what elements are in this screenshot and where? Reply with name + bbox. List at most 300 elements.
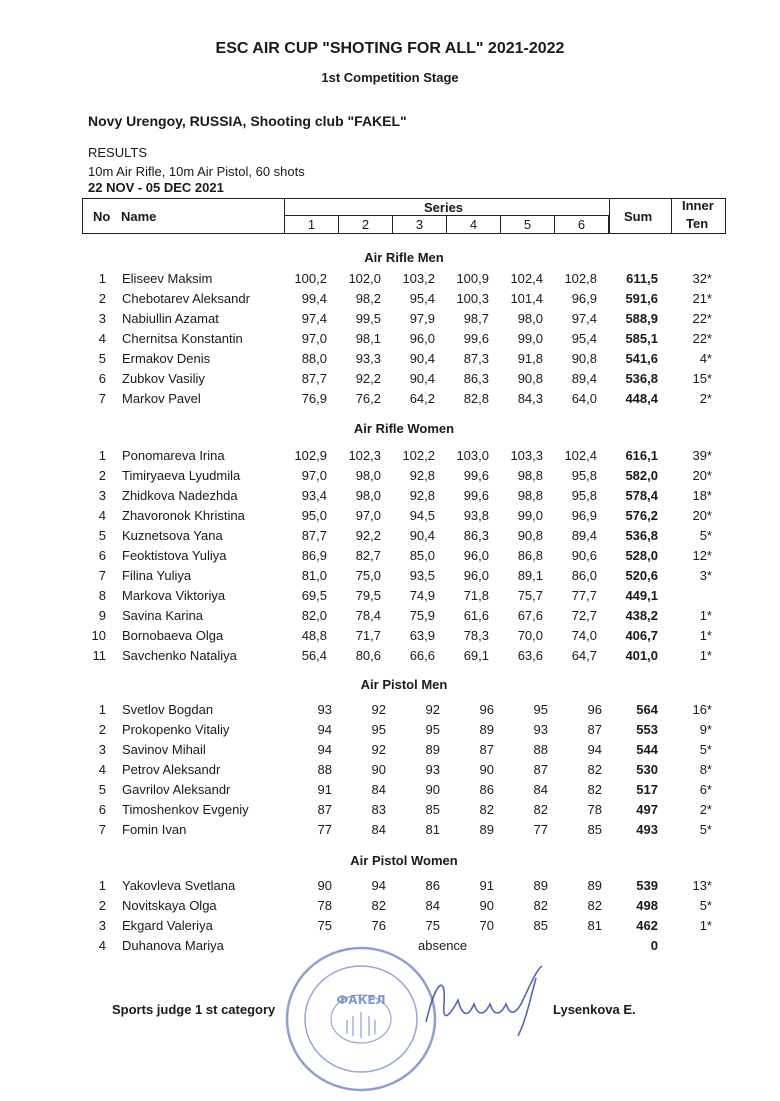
total-score: 438,2: [625, 608, 658, 623]
series-score: 91: [479, 878, 494, 893]
table-row: [82, 916, 726, 936]
series-score: 64,2: [409, 391, 435, 406]
series-score: 71,8: [463, 588, 489, 603]
series-score: 77,7: [571, 588, 597, 603]
total-score: 462: [636, 918, 658, 933]
series-score: 87: [317, 802, 332, 817]
athlete-name: Zubkov Vasiliy: [122, 371, 205, 386]
row-number: 6: [98, 371, 106, 386]
series-score: 81,0: [301, 568, 327, 583]
athlete-name: Savchenko Nataliya: [122, 648, 237, 663]
table-row: [82, 646, 726, 666]
inner-ten-count: 21*: [692, 291, 712, 306]
inner-ten-count: 6*: [699, 782, 712, 797]
series-score: 90,4: [409, 528, 435, 543]
series-score: 102,8: [564, 271, 597, 286]
inner-ten-count: 5*: [699, 898, 712, 913]
series-score: 91,8: [517, 351, 543, 366]
series-score: 96,0: [463, 568, 489, 583]
series-score: 78,4: [355, 608, 381, 623]
athlete-name: Petrov Aleksandr: [122, 762, 221, 777]
series-number-label: 5: [523, 217, 532, 232]
total-score: 582,0: [625, 468, 658, 483]
athlete-name: Timoshenkov Evgeniy: [122, 802, 249, 817]
row-number: 3: [98, 488, 106, 503]
row-number: 4: [98, 508, 106, 523]
series-score: 87: [479, 742, 494, 757]
row-number: 5: [98, 351, 106, 366]
table-row: [82, 566, 726, 586]
table-row: [82, 546, 726, 566]
athlete-name: Savinov Mihail: [122, 742, 206, 757]
document-subtitle: 1st Competition Stage: [321, 70, 459, 85]
series-score: 100,2: [294, 271, 327, 286]
series-score: 99,6: [463, 488, 489, 503]
series-score: 82,0: [301, 608, 327, 623]
athlete-name: Zhidkova Nadezhda: [122, 488, 238, 503]
series-score: 89,4: [571, 528, 597, 543]
athlete-name: Markova Viktoriya: [122, 588, 226, 603]
series-score: 77: [533, 822, 548, 837]
judge-label: Sports judge 1 st category: [112, 1002, 276, 1017]
series-score: 89,4: [571, 371, 597, 386]
series-score: 96: [587, 702, 602, 717]
total-score: 449,1: [625, 588, 658, 603]
series-score: 102,4: [564, 448, 597, 463]
athlete-name: Ponomareva Irina: [122, 448, 225, 463]
series-score: 88: [317, 762, 332, 777]
athlete-name: Yakovleva Svetlana: [122, 878, 236, 893]
row-number: 2: [98, 722, 106, 737]
series-score: 83: [371, 802, 386, 817]
row-number: 3: [98, 742, 106, 757]
inner-ten-count: 2*: [699, 391, 712, 406]
table-row: [82, 780, 726, 800]
series-score: 63,9: [409, 628, 435, 643]
athlete-name: Kuznetsova Yana: [122, 528, 223, 543]
series-score: 74,0: [571, 628, 597, 643]
series-score: 75,0: [355, 568, 381, 583]
series-number-cell: [500, 215, 555, 234]
series-score: 82: [587, 762, 602, 777]
series-score: 98,8: [517, 468, 543, 483]
series-score: 89: [533, 878, 548, 893]
table-row: [82, 486, 726, 506]
series-score: 56,4: [301, 648, 327, 663]
series-score: 96,9: [571, 508, 597, 523]
series-score: 101,4: [510, 291, 543, 306]
row-number: 7: [98, 568, 106, 583]
table-row: [82, 466, 726, 486]
section-title: Air Pistol Women: [350, 853, 458, 868]
series-number-cell: [284, 215, 339, 234]
inner-ten-count: 5*: [699, 528, 712, 543]
series-score: 90: [317, 878, 332, 893]
series-score: 88: [533, 742, 548, 757]
total-score: 544: [636, 742, 658, 757]
inner-ten-count: 12*: [692, 548, 712, 563]
series-score: 61,6: [463, 608, 489, 623]
inner-ten-count: 8*: [699, 762, 712, 777]
sum-header: Sum: [624, 209, 653, 224]
series-score: 97,4: [571, 311, 597, 326]
section-title: Air Rifle Women: [353, 421, 455, 436]
series-score: 95,8: [571, 468, 597, 483]
series-score: 91: [317, 782, 332, 797]
series-score: 76,9: [301, 391, 327, 406]
series-score: 75,9: [409, 608, 435, 623]
inner-ten-count: 3*: [699, 568, 712, 583]
series-score: 66,6: [409, 648, 435, 663]
series-score: 90,4: [409, 371, 435, 386]
series-score: 82,7: [355, 548, 381, 563]
total-score: 498: [636, 898, 658, 913]
club-stamp: [283, 944, 439, 1094]
row-number: 11: [92, 648, 106, 663]
series-number-label: 1: [307, 217, 316, 232]
inner-ten-count: 13*: [692, 878, 712, 893]
no-header: No: [93, 209, 111, 224]
series-score: 86,8: [517, 548, 543, 563]
series-score: 87: [533, 762, 548, 777]
series-score: 94: [317, 742, 332, 757]
series-number-cell: [392, 215, 447, 234]
series-score: 102,4: [510, 271, 543, 286]
series-score: 90: [479, 898, 494, 913]
athlete-name: Zhavoronok Khristina: [122, 508, 245, 523]
total-score: 406,7: [625, 628, 658, 643]
table-row: [82, 896, 726, 916]
series-score: 100,3: [456, 291, 489, 306]
athlete-name: Svetlov Bogdan: [122, 702, 214, 717]
athlete-name: Timiryaeva Lyudmila: [122, 468, 241, 483]
series-number-label: 2: [361, 217, 370, 232]
series-score: 87: [587, 722, 602, 737]
table-row: [82, 309, 726, 329]
name-header: Name: [121, 209, 157, 224]
series-score: 95,4: [409, 291, 435, 306]
series-header: Series: [424, 200, 464, 215]
series-score: 102,0: [348, 271, 381, 286]
table-row: [82, 526, 726, 546]
inner-ten-count: 32*: [692, 271, 712, 286]
series-score: 90,8: [571, 351, 597, 366]
series-score: 80,6: [355, 648, 381, 663]
series-score: 92: [371, 702, 386, 717]
table-row: [82, 329, 726, 349]
series-score: 86,3: [463, 528, 489, 543]
inner-ten-count: 16*: [692, 702, 712, 717]
athlete-name: Prokopenko Vitaliy: [122, 722, 230, 737]
series-score: 69,1: [463, 648, 489, 663]
series-score: 89: [479, 722, 494, 737]
series-score: 77: [317, 822, 332, 837]
inner-ten-count: 5*: [699, 822, 712, 837]
series-score: 84: [425, 898, 440, 913]
series-score: 92: [371, 742, 386, 757]
total-score: 564: [636, 702, 658, 717]
series-score: 95: [425, 722, 440, 737]
series-score: 96,0: [409, 331, 435, 346]
row-number: 3: [98, 311, 106, 326]
series-score: 98,0: [517, 311, 543, 326]
athlete-name: Duhanova Mariya: [122, 938, 224, 953]
total-score: 553: [636, 722, 658, 737]
dates-line: 22 NOV - 05 DEC 2021: [88, 180, 224, 195]
series-score: 93,4: [301, 488, 327, 503]
series-score: 97,0: [355, 508, 381, 523]
series-score: 97,4: [301, 311, 327, 326]
series-score: 99,6: [463, 468, 489, 483]
inner-ten-count: 1*: [699, 648, 712, 663]
total-score: 0: [650, 938, 658, 953]
series-score: 90: [425, 782, 440, 797]
series-score: 98,8: [517, 488, 543, 503]
results-table-header: [82, 198, 726, 234]
series-score: 82: [587, 898, 602, 913]
judge-signature: [418, 960, 558, 1040]
inner-ten-count: 1*: [699, 628, 712, 643]
series-score: 95,8: [571, 488, 597, 503]
row-number: 7: [98, 391, 106, 406]
series-score: 92,2: [355, 528, 381, 543]
results-label: RESULTS: [88, 145, 147, 160]
table-row: [82, 700, 726, 720]
series-number-cell: [554, 215, 609, 234]
athlete-name: Fomin Ivan: [122, 822, 187, 837]
series-score: 48,8: [301, 628, 327, 643]
series-score: 63,6: [517, 648, 543, 663]
series-score: 89,1: [517, 568, 543, 583]
athlete-name: Chebotarev Aleksandr: [122, 291, 250, 306]
judge-name: Lysenkova E.: [553, 1002, 636, 1017]
athlete-name: Nabiullin Azamat: [122, 311, 219, 326]
series-score: 92,2: [355, 371, 381, 386]
row-number: 9: [98, 608, 106, 623]
row-number: 4: [98, 331, 106, 346]
inner-ten-count: 5*: [699, 742, 712, 757]
series-score: 102,2: [402, 448, 435, 463]
series-score: 99,4: [301, 291, 327, 306]
series-score: 87,7: [301, 371, 327, 386]
series-score: 93,5: [409, 568, 435, 583]
table-row: [82, 349, 726, 369]
series-score: 97,0: [301, 331, 327, 346]
series-score: 86,9: [301, 548, 327, 563]
athlete-name: Bornobaeva Olga: [122, 628, 224, 643]
row-number: 1: [98, 702, 106, 717]
series-score: 82: [587, 782, 602, 797]
series-score: 78: [587, 802, 602, 817]
series-score: 103,2: [402, 271, 435, 286]
series-score: 99,0: [517, 508, 543, 523]
table-row: [82, 269, 726, 289]
series-score: 82: [371, 898, 386, 913]
series-score: 100,9: [456, 271, 489, 286]
total-score: 493: [636, 822, 658, 837]
series-score: 71,7: [355, 628, 381, 643]
series-score: 70,0: [517, 628, 543, 643]
series-score: 99,6: [463, 331, 489, 346]
series-score: 93,3: [355, 351, 381, 366]
athlete-name: Novitskaya Olga: [122, 898, 217, 913]
series-score: 81: [587, 918, 602, 933]
series-score: 84,3: [517, 391, 543, 406]
row-number: 3: [98, 918, 106, 933]
row-number: 8: [98, 588, 106, 603]
athlete-name: Chernitsa Konstantin: [122, 331, 243, 346]
series-score: 86,0: [571, 568, 597, 583]
athlete-name: Ermakov Denis: [122, 351, 211, 366]
table-row: [82, 760, 726, 780]
series-score: 89: [479, 822, 494, 837]
series-score: 78,3: [463, 628, 489, 643]
table-row: [82, 586, 726, 606]
total-score: 536,8: [625, 528, 658, 543]
total-score: 578,4: [625, 488, 658, 503]
series-score: 93: [317, 702, 332, 717]
series-score: 84: [371, 822, 386, 837]
series-score: 92,8: [409, 468, 435, 483]
total-score: 536,8: [625, 371, 658, 386]
series-score: 94,5: [409, 508, 435, 523]
series-number-label: 6: [577, 217, 586, 232]
series-score: 102,3: [348, 448, 381, 463]
series-score: 67,6: [517, 608, 543, 623]
series-score: 96,9: [571, 291, 597, 306]
series-score: 95: [371, 722, 386, 737]
row-number: 2: [98, 291, 106, 306]
series-score: 90,4: [409, 351, 435, 366]
table-row: [82, 740, 726, 760]
athlete-name: Savina Karina: [122, 608, 203, 623]
series-score: 85: [533, 918, 548, 933]
series-score: 87,3: [463, 351, 489, 366]
table-row: [82, 446, 726, 466]
table-row: [82, 289, 726, 309]
series-score: 78: [317, 898, 332, 913]
stamp-text: ФАКЕЛ: [336, 993, 386, 1007]
series-score: 86,3: [463, 371, 489, 386]
series-score: 94: [587, 742, 602, 757]
inner-ten-count: 20*: [692, 468, 712, 483]
series-score: 86: [425, 878, 440, 893]
table-row: [82, 369, 726, 389]
inner-ten-count: 2*: [699, 802, 712, 817]
series-score: 89: [425, 742, 440, 757]
row-number: 2: [98, 468, 106, 483]
row-number: 6: [98, 802, 106, 817]
series-score: 95: [533, 702, 548, 717]
series-score: 79,5: [355, 588, 381, 603]
series-score: 93: [533, 722, 548, 737]
series-score: 103,0: [456, 448, 489, 463]
series-score: 84: [371, 782, 386, 797]
series-score: 98,1: [355, 331, 381, 346]
inner-ten-count: 20*: [692, 508, 712, 523]
series-score: 72,7: [571, 608, 597, 623]
series-score: 90,6: [571, 548, 597, 563]
series-score: 95,0: [301, 508, 327, 523]
series-score: 90,8: [517, 528, 543, 543]
inner-ten-count: 39*: [692, 448, 712, 463]
series-score: 85: [587, 822, 602, 837]
row-number: 4: [98, 762, 106, 777]
series-score: 82: [533, 802, 548, 817]
table-row: [82, 720, 726, 740]
series-number-cell: [446, 215, 501, 234]
series-score: 69,5: [301, 588, 327, 603]
row-number: 1: [98, 878, 106, 893]
athlete-name: Markov Pavel: [122, 391, 201, 406]
series-number-label: 3: [415, 217, 424, 232]
series-score: 84: [533, 782, 548, 797]
row-number: 5: [98, 528, 106, 543]
series-score: 81: [425, 822, 440, 837]
series-score: 90: [371, 762, 386, 777]
athlete-name: Gavrilov Aleksandr: [122, 782, 231, 797]
series-score: 99,5: [355, 311, 381, 326]
series-score: 97,0: [301, 468, 327, 483]
table-row: [82, 626, 726, 646]
inner-header-line1: Inner: [682, 198, 714, 213]
series-score: 98,7: [463, 311, 489, 326]
total-score: 585,1: [625, 331, 658, 346]
table-row: [82, 876, 726, 896]
row-number: 2: [98, 898, 106, 913]
series-score: 90: [479, 762, 494, 777]
row-number: 1: [98, 448, 106, 463]
series-score: 94: [371, 878, 386, 893]
athlete-name: Feoktistova Yuliya: [122, 548, 227, 563]
series-score: 88,0: [301, 351, 327, 366]
section-title: Air Rifle Men: [364, 250, 444, 265]
series-score: 76,2: [355, 391, 381, 406]
series-score: 74,9: [409, 588, 435, 603]
total-score: 576,2: [625, 508, 658, 523]
series-score: 70: [479, 918, 494, 933]
series-score: 92: [425, 702, 440, 717]
series-score: 94: [317, 722, 332, 737]
total-score: 611,5: [626, 271, 658, 286]
total-score: 528,0: [625, 548, 658, 563]
inner-ten-count: 1*: [699, 918, 712, 933]
total-score: 497: [636, 802, 658, 817]
table-row: [82, 606, 726, 626]
series-score: 85: [425, 802, 440, 817]
total-score: 530: [636, 762, 658, 777]
series-score: 75: [317, 918, 332, 933]
series-score: 82: [533, 898, 548, 913]
section-title: Air Pistol Men: [360, 677, 448, 692]
series-score: 82: [479, 802, 494, 817]
series-score: 87,7: [301, 528, 327, 543]
series-score: 102,9: [294, 448, 327, 463]
series-score: 89: [587, 878, 602, 893]
venue-line: Novy Urengoy, RUSSIA, Shooting club "FAKEL": [88, 113, 407, 129]
athlete-name: Eliseev Maksim: [122, 271, 213, 286]
total-score: 541,6: [625, 351, 658, 366]
athlete-name: Filina Yuliya: [122, 568, 192, 583]
series-score: 103,3: [510, 448, 543, 463]
table-row: [82, 800, 726, 820]
table-row: [82, 389, 726, 409]
inner-ten-count: 1*: [699, 608, 712, 623]
inner-ten-count: 22*: [692, 331, 712, 346]
row-number: 5: [98, 782, 106, 797]
series-number-cell: [338, 215, 393, 234]
total-score: 448,4: [625, 391, 658, 406]
